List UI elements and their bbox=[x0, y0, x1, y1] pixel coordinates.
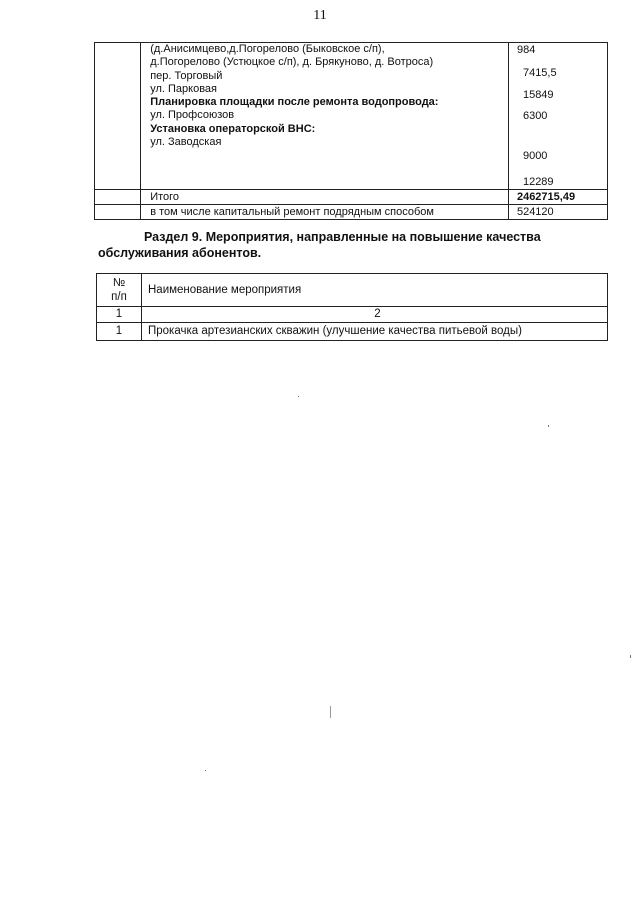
subsection-heading: Установка операторской ВНС: bbox=[150, 122, 316, 135]
table-header-row bbox=[97, 274, 608, 307]
scan-speck bbox=[330, 706, 331, 718]
column-numbers-row bbox=[97, 307, 608, 323]
section-title-line: обслуживания абонентов. bbox=[98, 246, 262, 260]
header-number-cell bbox=[97, 274, 142, 307]
section-9-title bbox=[98, 229, 598, 261]
address-line: (д.Анисимцево,д.Погорелово (Быковское с/п), bbox=[150, 43, 385, 55]
address-line: ул. Профсоюзов bbox=[150, 109, 235, 122]
capital-repair-row bbox=[95, 205, 608, 220]
address-line: пер. Торговый bbox=[150, 69, 223, 82]
total-value: 2462715,49 bbox=[508, 190, 607, 205]
total-label: Итого bbox=[141, 190, 509, 205]
table-row bbox=[95, 43, 608, 190]
amount-value: 7415,5 bbox=[522, 67, 557, 79]
page-number: 11 bbox=[313, 8, 327, 23]
section-title-line: Раздел 9. Мероприятия, направленные на повышение качества bbox=[144, 230, 541, 244]
column-number: 2 bbox=[142, 307, 608, 323]
address-line: д.Погорелово (Устюцкое с/п), д. Брякуново, д. Вотроса) bbox=[150, 56, 434, 69]
amount-value: 9000 bbox=[522, 150, 548, 162]
measures-table bbox=[96, 273, 608, 341]
amount-value: 6300 bbox=[522, 110, 548, 122]
amount-cell bbox=[508, 43, 607, 190]
header-number-abbr: п/п bbox=[111, 291, 127, 303]
address-cell bbox=[141, 43, 509, 190]
address-line: ул. Заводская bbox=[150, 136, 222, 149]
scan-speck bbox=[298, 396, 299, 397]
scan-speck bbox=[205, 770, 206, 771]
column-number: 1 bbox=[97, 307, 142, 323]
capital-repair-label: в том числе капитальный ремонт подрядным способом bbox=[141, 205, 509, 220]
capital-repair-value: 524120 bbox=[508, 205, 607, 220]
amount-value: 15849 bbox=[522, 89, 554, 101]
measure-name: Прокачка артезианских скважин (улучшение качества питьевой воды) bbox=[142, 323, 608, 341]
table-row bbox=[97, 323, 608, 341]
header-number-symbol: № bbox=[112, 277, 126, 289]
amount-value: 984 bbox=[516, 44, 536, 56]
subsection-heading: Планировка площадки после ремонта водопровода: bbox=[150, 96, 439, 109]
scan-speck bbox=[630, 655, 631, 658]
amount-value: 12289 bbox=[522, 176, 554, 188]
header-name-cell: Наименование мероприятия bbox=[142, 274, 608, 307]
scan-speck bbox=[548, 425, 549, 427]
row-number-cell bbox=[95, 43, 141, 190]
address-line: ул. Парковая bbox=[150, 82, 217, 95]
works-table-continuation bbox=[94, 42, 608, 220]
total-row bbox=[95, 190, 608, 205]
row-number: 1 bbox=[97, 323, 142, 341]
